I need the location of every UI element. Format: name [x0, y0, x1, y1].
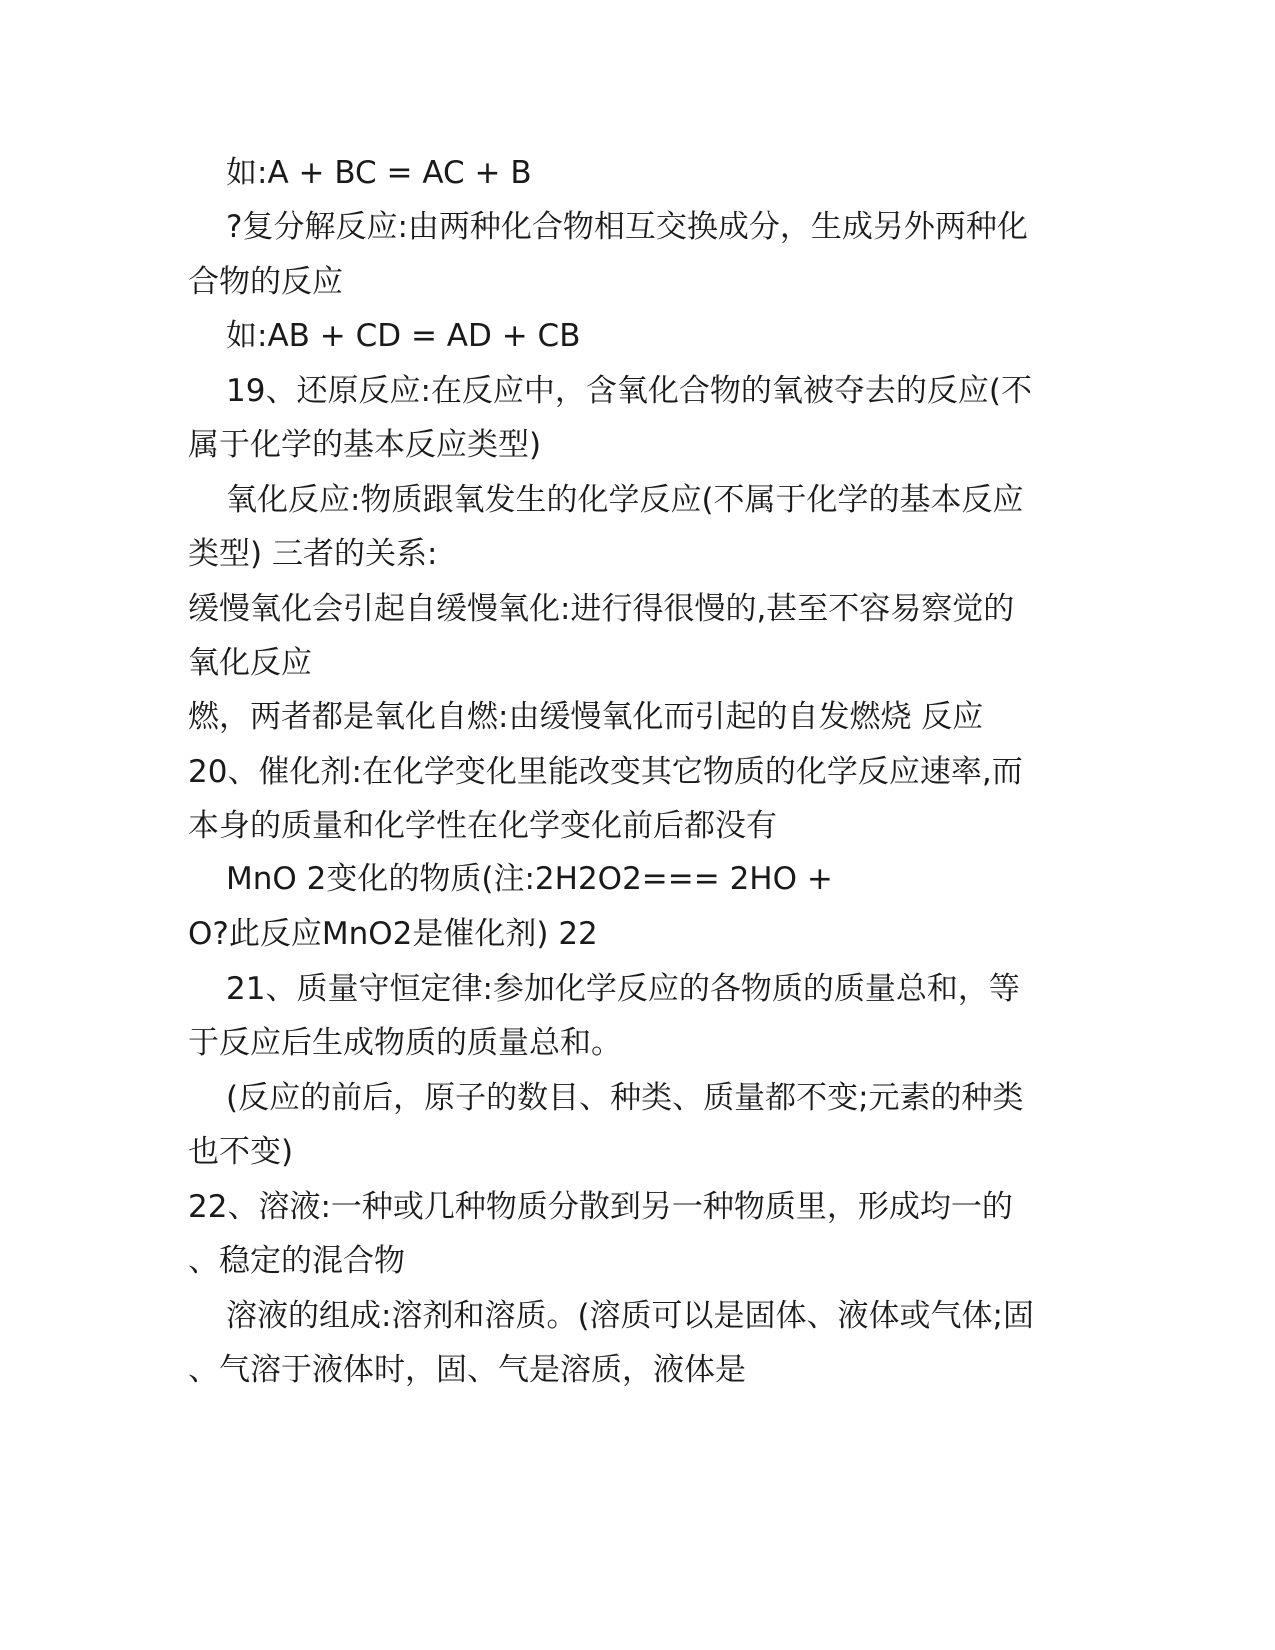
text-line: 19、还原反应:在反应中，含氧化合物的氧被夺去的反应(不: [226, 373, 1032, 409]
text-line: 属于化学的基本反应类型): [188, 427, 542, 463]
text-line: 本身的质量和化学性在化学变化前后都没有: [188, 808, 777, 844]
text-line: 溶液的组成:溶剂和溶质。(溶质可以是固体、液体或气体;固: [226, 1298, 1034, 1334]
text-line: 也不变): [188, 1134, 294, 1170]
text-line: 于反应后生成物质的质量总和。: [188, 1025, 622, 1061]
text-line: 、稳定的混合物: [188, 1243, 405, 1279]
text-line: 20、催化剂:在化学变化里能改变其它物质的化学反应速率,而: [188, 754, 1023, 790]
text-line: 如:AB + CD = AD + CB: [226, 318, 581, 354]
text-line: 类型) 三者的关系:: [188, 536, 438, 572]
text-line: 21、质量守恒定律:参加化学反应的各物质的质量总和，等: [226, 971, 1020, 1007]
text-line: (反应的前后，原子的数目、种类、质量都不变;元素的种类: [226, 1080, 1024, 1116]
text-line: 合物的反应: [188, 264, 343, 300]
text-line: MnO 2变化的物质(注:2H2O2=== 2HO +: [226, 861, 833, 897]
text-line: 氧化反应: [188, 645, 312, 681]
text-line: 氧化反应:物质跟氧发生的化学反应(不属于化学的基本反应: [226, 482, 1024, 518]
text-line: O?此反应MnO2是催化剂) 22: [188, 916, 598, 952]
text-line: 、气溶于液体时，固、气是溶质，液体是: [188, 1352, 746, 1388]
text-line: 燃，两者都是氧化自燃:由缓慢氧化而引起的自发燃烧 反应: [188, 699, 984, 735]
text-line: 缓慢氧化会引起自缓慢氧化:进行得很慢的,甚至不容易察觉的: [188, 591, 1015, 627]
text-line: ?复分解反应:由两种化合物相互交换成分，生成另外两种化: [226, 209, 1028, 245]
text-line: 22、溶液:一种或几种物质分散到另一种物质里，形成均一的: [188, 1189, 1013, 1225]
text-line: 如:A + BC = AC + B: [226, 155, 532, 191]
